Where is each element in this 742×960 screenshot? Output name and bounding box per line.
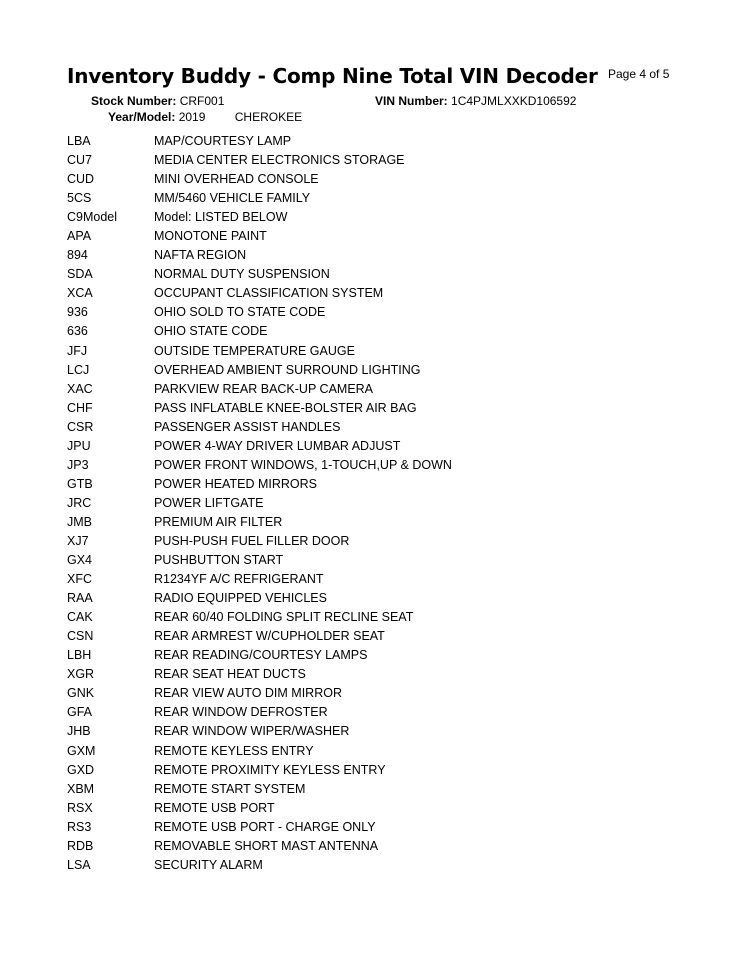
option-description: MINI OVERHEAD CONSOLE — [154, 172, 319, 187]
option-row — [67, 685, 707, 704]
option-row — [67, 743, 707, 762]
option-row — [67, 723, 707, 742]
option-description: REAR READING/COURTESY LAMPS — [154, 648, 368, 663]
option-code: LBA — [67, 134, 91, 148]
vin-number-label: VIN Number: — [375, 94, 448, 108]
option-row — [67, 495, 707, 514]
option-description: REMOTE PROXIMITY KEYLESS ENTRY — [154, 762, 386, 777]
vin-number-value: 1C4PJMLXXKD106592 — [451, 94, 577, 108]
option-code: CSN — [67, 629, 94, 644]
option-row — [67, 266, 707, 285]
option-code: JRC — [67, 495, 92, 510]
option-code: JHB — [67, 724, 91, 739]
option-code: CU7 — [67, 153, 93, 168]
option-row — [67, 819, 707, 838]
option-description: OVERHEAD AMBIENT SURROUND LIGHTING — [154, 362, 421, 377]
option-code: JMB — [67, 514, 92, 529]
option-row — [67, 438, 707, 457]
option-description: PASS INFLATABLE KNEE-BOLSTER AIR BAG — [154, 400, 417, 415]
option-code: RAA — [67, 591, 93, 606]
option-row — [67, 552, 707, 571]
option-description: POWER HEATED MIRRORS — [154, 476, 317, 491]
option-description: REAR 60/40 FOLDING SPLIT RECLINE SEAT — [154, 610, 414, 625]
option-description: REMOTE KEYLESS ENTRY — [154, 743, 314, 758]
option-row — [67, 857, 707, 876]
option-code: APA — [67, 229, 92, 244]
option-description: REAR VIEW AUTO DIM MIRROR — [154, 686, 342, 701]
option-row — [67, 381, 707, 400]
year-model — [108, 110, 302, 124]
option-row — [67, 781, 707, 800]
option-description: OUTSIDE TEMPERATURE GAUGE — [154, 343, 355, 358]
option-code: RDB — [67, 838, 94, 853]
option-row — [67, 323, 707, 342]
option-description: REMOVABLE SHORT MAST ANTENNA — [154, 838, 379, 853]
option-row — [67, 762, 707, 781]
option-code: LSA — [67, 857, 91, 872]
option-row — [67, 457, 707, 476]
option-code: C9Model — [67, 210, 118, 225]
option-description: OHIO SOLD TO STATE CODE — [154, 305, 326, 320]
option-description: Model: LISTED BELOW — [154, 210, 288, 225]
option-description: SECURITY ALARM — [154, 857, 263, 872]
option-code: SDA — [67, 267, 93, 282]
option-row — [67, 514, 707, 533]
year-value: 2019 — [178, 110, 206, 124]
option-row — [67, 533, 707, 552]
option-code: GX4 — [67, 553, 93, 568]
option-description: PASSENGER ASSIST HANDLES — [154, 419, 341, 434]
option-code: GXM — [67, 743, 96, 758]
option-description: MONOTONE PAINT — [154, 229, 267, 244]
option-description: OHIO STATE CODE — [154, 324, 268, 339]
option-row — [67, 228, 707, 247]
option-row — [67, 304, 707, 323]
option-code: JPU — [67, 438, 91, 453]
option-code: CUD — [67, 172, 95, 187]
option-row — [67, 800, 707, 819]
option-code: 936 — [67, 305, 88, 320]
option-row — [67, 171, 707, 190]
option-row — [67, 590, 707, 609]
option-code: JFJ — [67, 343, 88, 358]
stock-number-label: Stock Number: — [91, 94, 177, 108]
option-description: REMOTE START SYSTEM — [154, 781, 306, 796]
page-number: Page 4 of 5 — [608, 67, 670, 81]
option-code: 5CS — [67, 191, 92, 206]
option-description: RADIO EQUIPPED VEHICLES — [154, 591, 327, 606]
vin-number — [375, 94, 576, 108]
year-model-label: Year/Model: — [108, 110, 176, 124]
option-description: MEDIA CENTER ELECTRONICS STORAGE — [154, 153, 405, 168]
option-description: R1234YF A/C REFRIGERANT — [154, 572, 324, 587]
stock-number — [91, 94, 224, 108]
option-description: POWER 4-WAY DRIVER LUMBAR ADJUST — [154, 438, 401, 453]
option-code: XJ7 — [67, 533, 89, 548]
option-row — [67, 704, 707, 723]
option-description: PUSH-PUSH FUEL FILLER DOOR — [154, 533, 350, 548]
option-row — [67, 609, 707, 628]
option-description: MAP/COURTESY LAMP — [154, 134, 292, 148]
option-description: POWER LIFTGATE — [154, 495, 264, 510]
option-description: MM/5460 VEHICLE FAMILY — [154, 191, 311, 206]
option-row — [67, 628, 707, 647]
option-description: REMOTE USB PORT — [154, 800, 275, 815]
option-description: REAR WINDOW WIPER/WASHER — [154, 724, 350, 739]
option-row — [67, 343, 707, 362]
option-row — [67, 647, 707, 666]
document-title: Inventory Buddy - Comp Nine Total VIN Decoder — [67, 64, 598, 88]
option-code-list — [67, 133, 707, 876]
option-description: REAR WINDOW DEFROSTER — [154, 705, 328, 720]
option-row — [67, 247, 707, 266]
option-description: PUSHBUTTON START — [154, 553, 284, 568]
option-code: GTB — [67, 476, 93, 491]
option-description: PARKVIEW REAR BACK-UP CAMERA — [154, 381, 374, 396]
option-code: CAK — [67, 610, 93, 625]
option-row — [67, 190, 707, 209]
option-row — [67, 152, 707, 171]
option-code: XAC — [67, 381, 93, 396]
option-row — [67, 476, 707, 495]
option-code: LBH — [67, 648, 92, 663]
option-description: OCCUPANT CLASSIFICATION SYSTEM — [154, 286, 384, 301]
option-code: LCJ — [67, 362, 90, 377]
option-code: GFA — [67, 705, 93, 720]
option-code: RSX — [67, 800, 93, 815]
option-description: NORMAL DUTY SUSPENSION — [154, 267, 330, 282]
option-code: CSR — [67, 419, 94, 434]
option-description: REAR SEAT HEAT DUCTS — [154, 667, 306, 682]
option-row — [67, 285, 707, 304]
option-row — [67, 400, 707, 419]
option-description: NAFTA REGION — [154, 248, 247, 263]
option-row — [67, 838, 707, 857]
option-code: JP3 — [67, 457, 89, 472]
option-code: XCA — [67, 286, 93, 301]
option-description: POWER FRONT WINDOWS, 1-TOUCH,UP & DOWN — [154, 457, 452, 472]
option-row — [67, 666, 707, 685]
option-code: 636 — [67, 324, 88, 339]
option-code: 894 — [67, 248, 88, 263]
option-description: PREMIUM AIR FILTER — [154, 514, 283, 529]
option-row — [67, 571, 707, 590]
option-code: XGR — [67, 667, 95, 682]
option-row — [67, 133, 707, 152]
option-row — [67, 209, 707, 228]
option-row — [67, 419, 707, 438]
option-code: GXD — [67, 762, 95, 777]
model-value: CHEROKEE — [234, 110, 303, 124]
option-code: RS3 — [67, 819, 92, 834]
option-code: CHF — [67, 400, 93, 415]
option-code: XBM — [67, 781, 95, 796]
stock-number-value: CRF001 — [179, 94, 225, 108]
option-description: REAR ARMREST W/CUPHOLDER SEAT — [154, 629, 385, 644]
option-row — [67, 362, 707, 381]
option-description: REMOTE USB PORT - CHARGE ONLY — [154, 819, 376, 834]
option-code: GNK — [67, 686, 95, 701]
option-code: XFC — [67, 572, 92, 587]
